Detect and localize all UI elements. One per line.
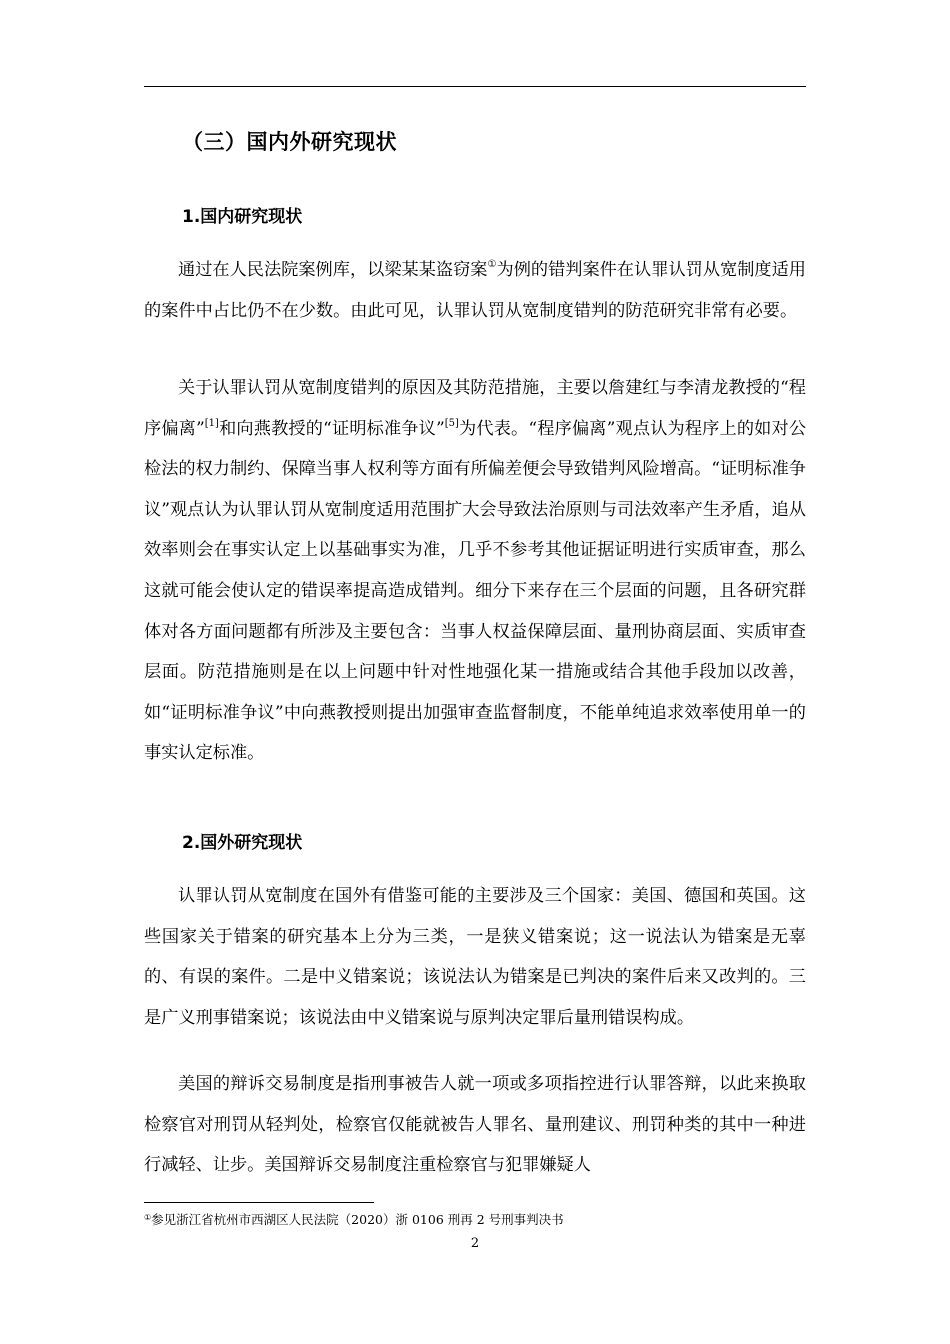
citation-ref-1[interactable]: [1] xyxy=(204,417,219,429)
footnote-rule xyxy=(144,1202,374,1203)
page-number: 2 xyxy=(470,1236,480,1251)
paragraph-4: 美国的辩诉交易制度是指刑事被告人就一项或多项指控进行认罪答辩，以此来换取检察官对刑罚从轻判处，检察官仅能就被告人罪名、量刑建议、刑罚种类的其中一种进行减轻、让步。美国辩诉交易制度注重检察官与犯罪嫌疑人 xyxy=(144,1074,806,1176)
paragraph-1: 通过在人民法院案例库，以梁某某盗窃案①为例的错判案件在认罪认罚从宽制度适用的案件中占比仍不在少数。由此可见，认罪认罚从宽制度错判的防范研究非常有必要。 xyxy=(144,259,806,321)
header-rule xyxy=(144,86,806,87)
paragraph-3: 认罪认罚从宽制度在国外有借鉴可能的主要涉及三个国家：美国、德国和英国。这些国家关于错案的研究基本上分为三类，一是狭义错案说；这一说法认为错案是无辜的、有误的案件。二是中义错案说；该说法认为错案是已判决的案件后来又改判的。三是广义刑事错案说；该说法由中义错案说与原判决定罪后量刑错误构成。 xyxy=(144,886,806,1028)
citation-ref-5[interactable]: [5] xyxy=(444,417,459,429)
paragraph-2: 关于认罪认罚从宽制度错判的原因及其防范措施，主要以詹建红与李清龙教授的“程序偏离”[1]和向燕教授的“证明标准争议”[5]为代表。“程序偏离”观点认为程序上的如对公检法的权力制约、保障当事人权利等方面有所偏差便会导致错判风险增高。“证明标准争议”观点认为认罪认罚从宽制度适用范围扩大会导致法治原则与司法效率产生矛盾，追从效率则会在事实认定上以基础事实为准，几乎不参考其他证据证明进行实质审查，那么这就可能会使认定的错误率提高造成错判。细分下来存在三个层面的问题，且各研究群体对各方面问题都有所涉及主要包含：当事人权益保障层面、量刑协商层面、实质审查层面。防范措施则是在以上问题中针对性地强化某一措施或结合其他手段加以改善，如“证明标准争议”中向燕教授则提出加强审查监督制度，不能单纯追求效率使用单一的事实认定标准。 xyxy=(144,378,807,764)
subheading-foreign: 2.国外研究现状 xyxy=(182,833,303,853)
footnote-mark: ① xyxy=(144,1213,152,1222)
section-heading: （三）国内外研究现状 xyxy=(182,130,397,154)
footnote: ①参见浙江省杭州市西湖区人民法院（2020）浙 0106 刑再 2 号刑事判决书 xyxy=(144,1212,564,1227)
subheading-domestic: 1.国内研究现状 xyxy=(182,207,303,227)
footnote-ref[interactable]: ① xyxy=(487,259,497,270)
